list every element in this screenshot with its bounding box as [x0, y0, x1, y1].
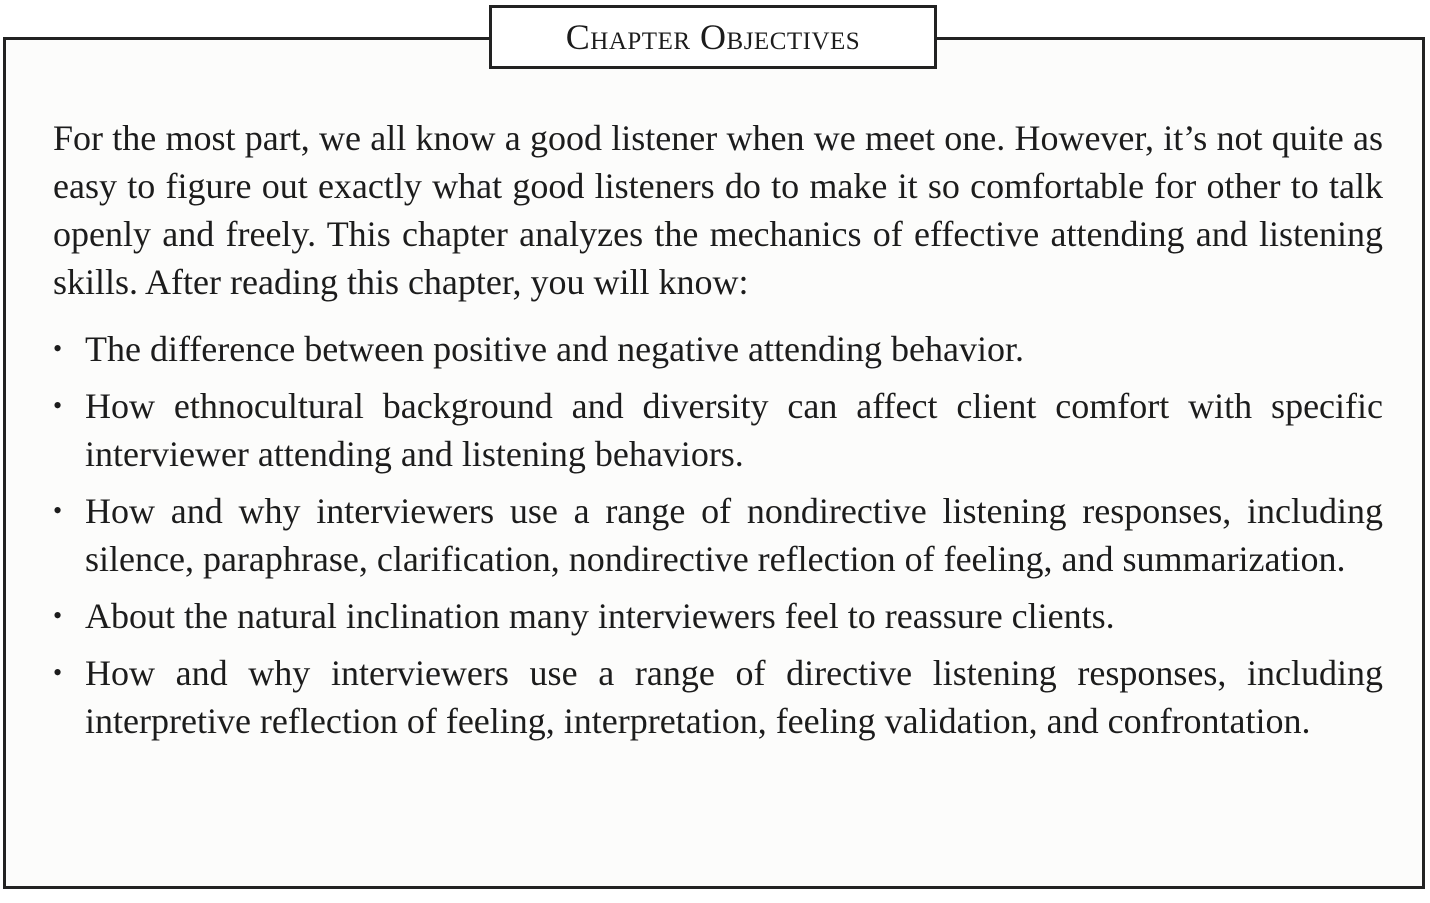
list-item-text: How ethnocultural background and diversity can affect client comfort with specific interviewer attending and listening behaviors.	[85, 386, 1383, 474]
bullet-icon: •	[53, 601, 63, 630]
list-item	[53, 487, 1383, 583]
chapter-objectives-heading: Chapter Objectives	[489, 5, 937, 69]
objectives-content	[53, 114, 1383, 754]
bullet-icon: •	[53, 334, 63, 363]
bullet-icon: •	[53, 391, 63, 420]
list-item	[53, 649, 1383, 745]
list-item	[53, 382, 1383, 478]
bullet-icon: •	[53, 496, 63, 525]
list-item-text: How and why interviewers use a range of nondirective listening responses, including silence, paraphrase, clarification, nondirective reflection of feeling, and summarization.	[85, 491, 1383, 579]
list-item-text: How and why interviewers use a range of directive listening responses, including interpretive reflection of feeling, interpretation, feeling validation, and confrontation.	[85, 653, 1383, 741]
list-item-text: The difference between positive and negative attending behavior.	[85, 329, 1024, 369]
list-item	[53, 592, 1383, 640]
intro-paragraph: For the most part, we all know a good listener when we meet one. However, it’s not quite as easy to figure out exactly what good listeners do to make it so comfortable for other to talk openly and freely. This chapter analyzes the mechanics of effective attending and listening skills. After reading this chapter, you will know:	[53, 118, 1383, 302]
list-item	[53, 325, 1383, 373]
list-item-text: About the natural inclination many interviewers feel to reassure clients.	[85, 596, 1115, 636]
objectives-list	[53, 325, 1383, 745]
bullet-icon: •	[53, 658, 63, 687]
